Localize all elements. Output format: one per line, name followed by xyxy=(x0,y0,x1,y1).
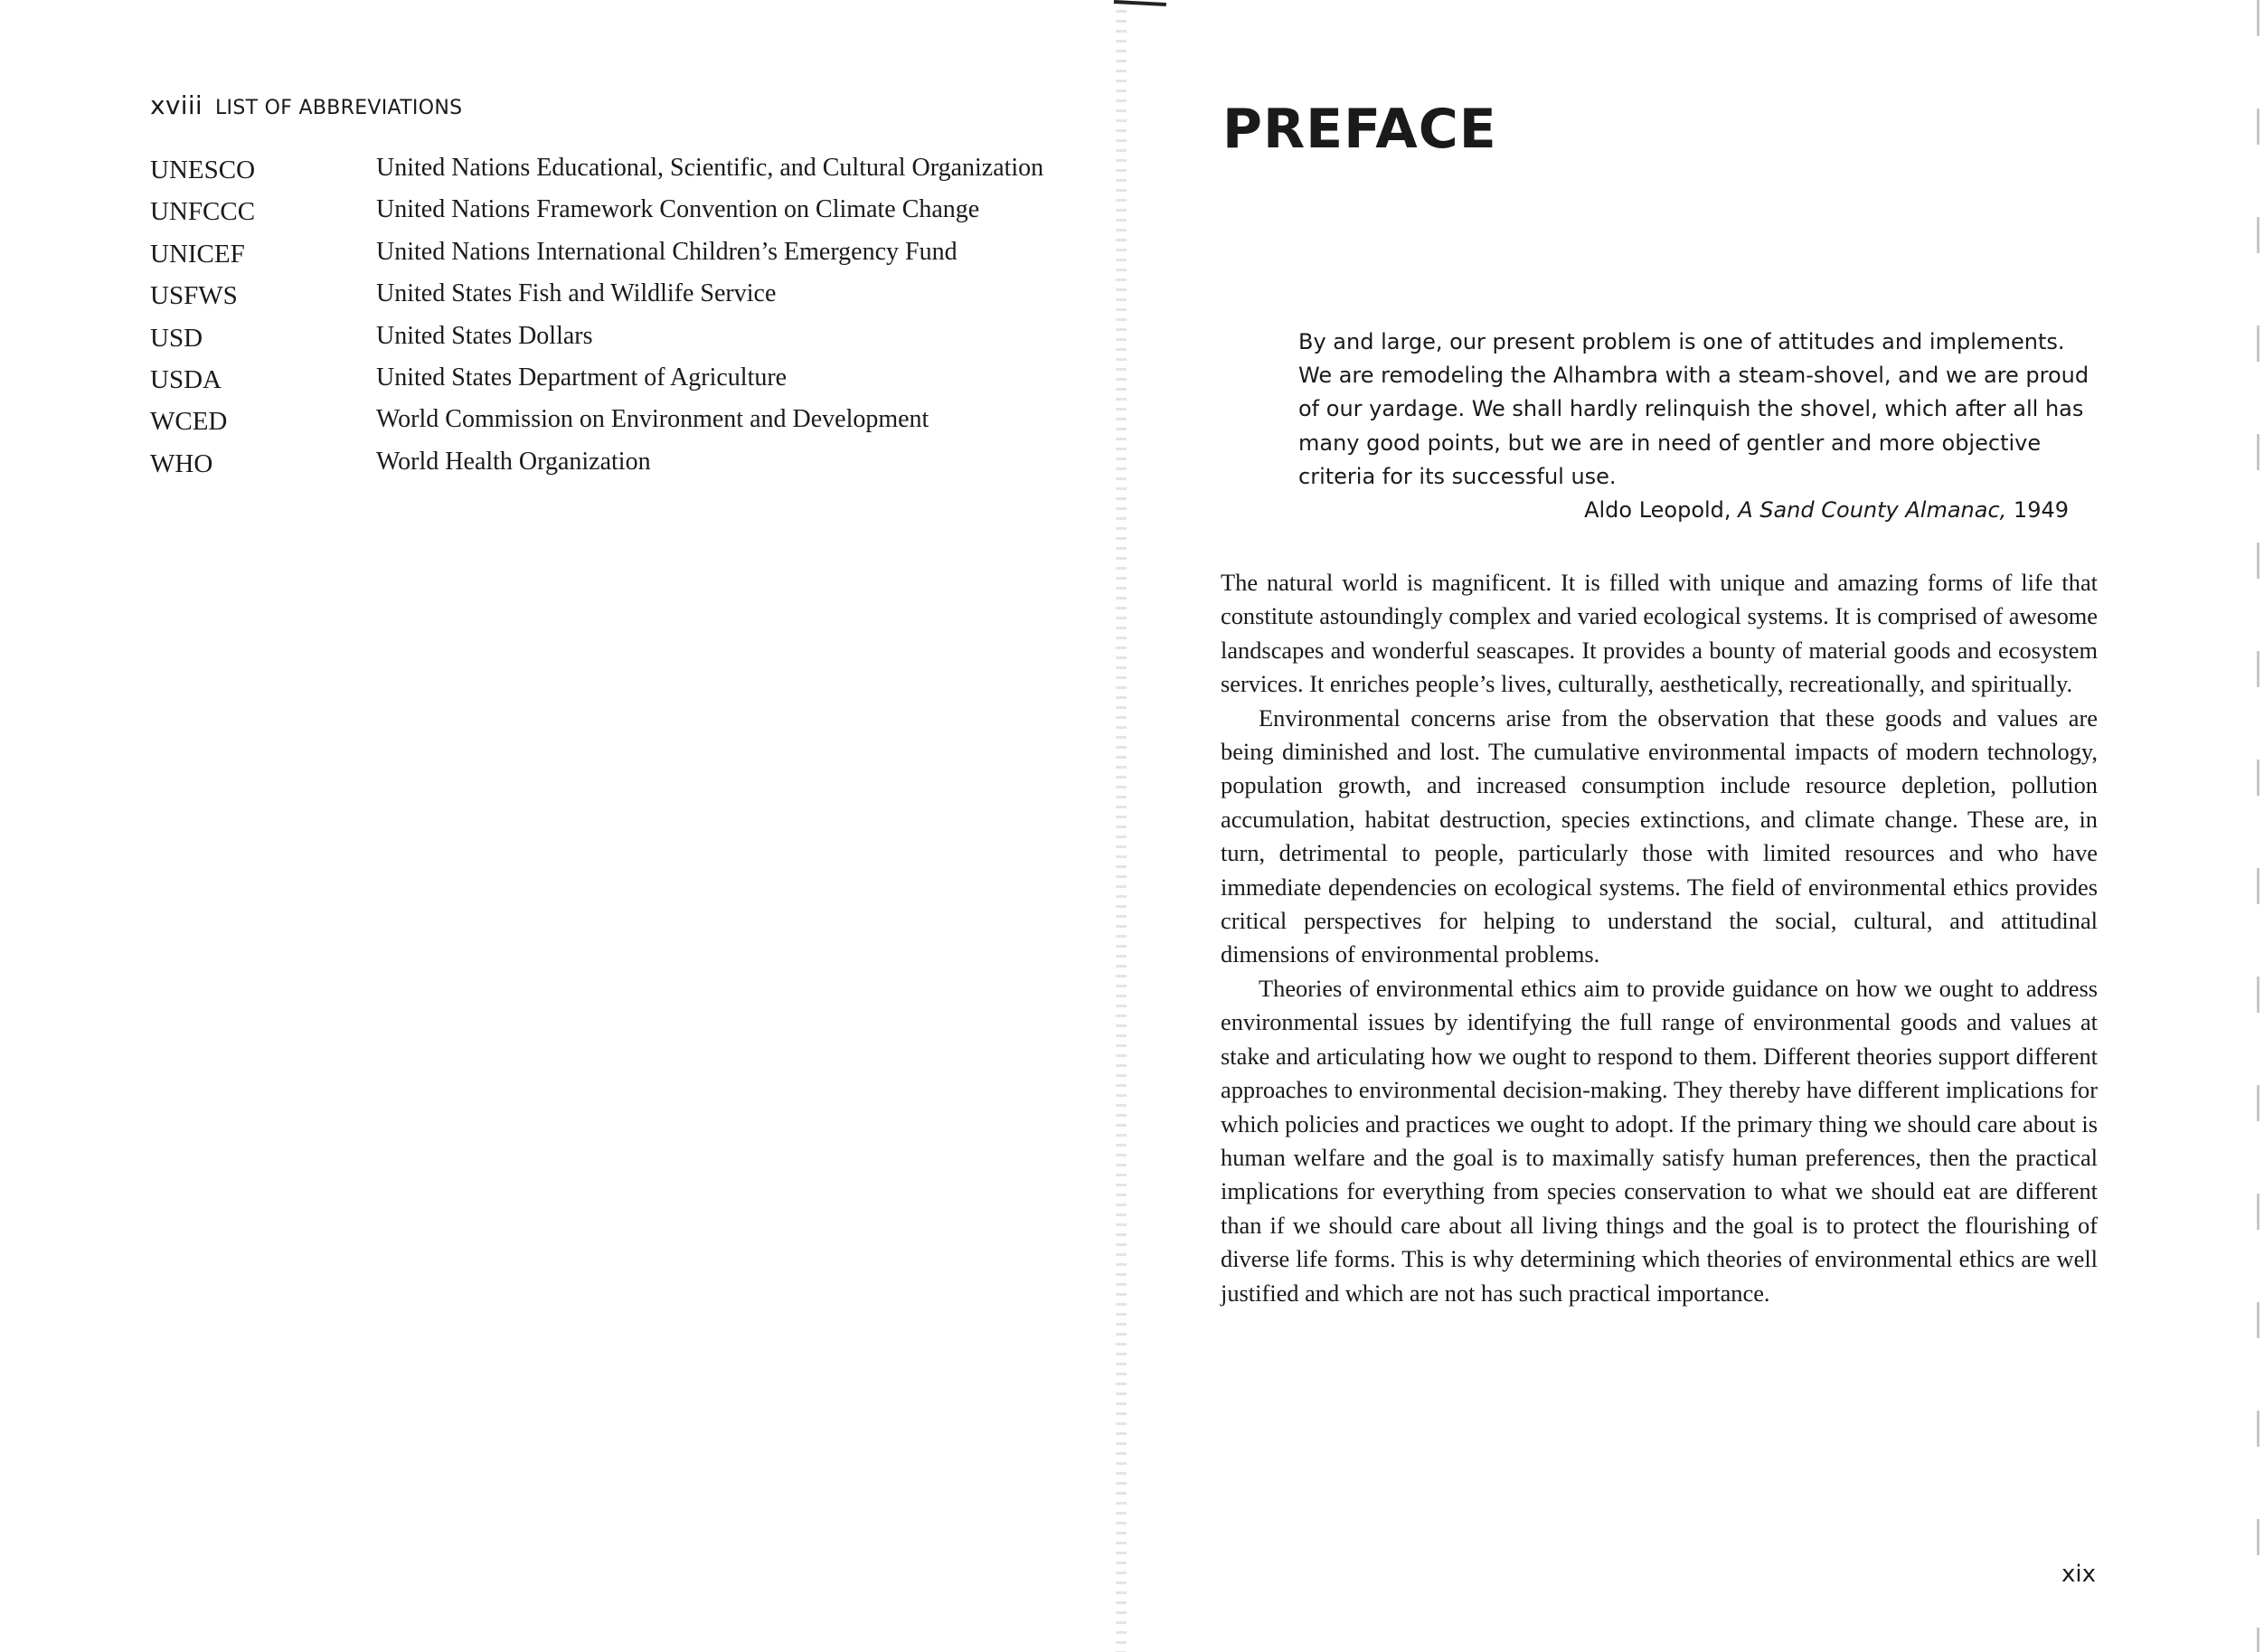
preface-body xyxy=(1221,566,2098,1310)
abbreviation-code: WCED xyxy=(150,407,228,437)
abbreviation-row xyxy=(150,281,1054,323)
page-number-left: xviii xyxy=(150,90,203,120)
epigraph-year: 1949 xyxy=(2013,497,2069,523)
epigraph-quote: By and large, our present problem is one of attitudes and implements. We are remodeling the Alhambra with a steam-shovel, and we are proud of our yardage. We shall hardly relinquish the shovel, which after all has many good points, but we are in need of gentler and more objective criteria for its successful use. xyxy=(1298,329,2089,489)
epigraph-work: A Sand County Almanac, xyxy=(1738,497,2007,523)
page-gutter xyxy=(1116,0,1127,1652)
body-paragraph: The natural world is magnificent. It is filled with unique and amazing forms of life that constitute astoundingly complex and varied ecological systems. It is comprised of awesome landscapes and wonderful seascapes. It provides a bounty of material goods and ecosystem services. It enriches people’s lives, culturally, aesthetically, recreationally, and spiritually. xyxy=(1221,569,2098,698)
abbreviation-meaning: World Health Organization xyxy=(376,447,651,476)
abbreviation-code: USDA xyxy=(150,364,222,394)
abbreviation-row xyxy=(150,156,1054,197)
abbreviation-list xyxy=(150,156,1054,491)
abbreviation-meaning: World Commission on Environment and Development xyxy=(376,405,929,434)
abbreviation-row xyxy=(150,407,1054,448)
epigraph-author: Aldo Leopold, xyxy=(1584,497,1731,523)
abbreviation-row xyxy=(150,237,1054,281)
page-edge xyxy=(2257,0,2259,1652)
abbreviation-row xyxy=(150,365,1054,407)
abbreviation-meaning: United States Department of Agriculture xyxy=(376,363,788,392)
abbreviation-code: USFWS xyxy=(150,281,238,311)
body-paragraph: Theories of environmental ethics aim to provide guidance on how we ought to address environmental issues by identifying the full range of environmental goods and values at stake and articulating how we ought to respond to them. Different theories support different approaches to environmental decision-making. They thereby have different implications for which policies and practices we ought to adopt. If the primary thing we should care about is human welfare and the goal is to maximally satisfy human preferences, then the practical implications for everything from species conservation to what we should eat are different than if we should care about all living things and the goal is to protect the flourishing of diverse life forms. This is why determining which theories of environmental ethics are well justified and which are not has such practical importance. xyxy=(1221,974,2098,1307)
abbreviation-row xyxy=(150,197,1054,239)
abbreviation-meaning: United Nations Educational, Scientific, and Cultural Organization xyxy=(376,154,1044,182)
body-paragraph: Environmental concerns arise from the observation that these goods and values are being diminished and lost. The cumulative environmental impacts of modern technology, population growth, and increased consumption include resource depletion, pollution accumulation, habitat destruction, species extinctions, and climate change. These are, in turn, detrimental to people, particularly those with limited resources and who have immediate dependencies on ecological systems. The field of environmental ethics provides critical perspectives for helping to understand the social, cultural, and attitudinal dimensions of environmental problems. xyxy=(1221,703,2098,968)
abbreviation-code: WHO xyxy=(150,448,213,478)
abbreviation-meaning: United Nations International Children’s Emergency Fund xyxy=(376,237,957,266)
abbreviation-code: UNFCCC xyxy=(150,197,256,227)
page-number-right: xix xyxy=(2061,1561,2096,1588)
chapter-title: PREFACE xyxy=(1222,98,1497,161)
abbreviation-code: USD xyxy=(150,323,203,353)
abbreviation-code: UNICEF xyxy=(150,239,245,269)
abbreviation-row xyxy=(150,321,1054,365)
epigraph-attribution xyxy=(1298,497,2069,523)
abbreviation-meaning: United States Fish and Wildlife Service xyxy=(376,279,777,308)
running-head-title: LIST OF ABBREVIATIONS xyxy=(214,97,463,119)
abbreviation-meaning: United States Dollars xyxy=(376,321,593,350)
abbreviation-code: UNESCO xyxy=(150,156,256,184)
running-head xyxy=(150,90,462,120)
abbreviation-meaning: United Nations Framework Convention on Climate Change xyxy=(376,195,980,224)
abbreviation-row xyxy=(150,449,1054,491)
